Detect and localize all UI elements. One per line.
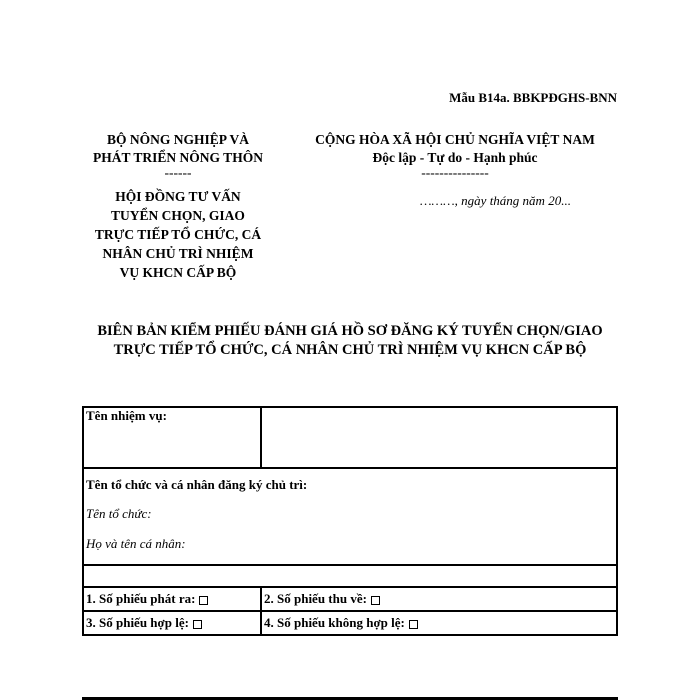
document-title-line1: BIÊN BẢN KIỂM PHIẾU ĐÁNH GIÁ HỒ SƠ ĐĂNG KÝ TUYỂN CHỌN/GIAO <box>97 323 603 339</box>
ministry-name-line2: PHÁT TRIỂN NÔNG THÔN <box>93 150 263 165</box>
registrant-row <box>83 468 617 565</box>
ballots-valid-label: 3. Số phiếu hợp lệ: <box>86 615 189 630</box>
council-name-line: NHÂN CHỦ TRÌ NHIỆM <box>102 246 254 261</box>
ballots-valid-checkbox[interactable] <box>193 620 202 629</box>
nation-name: CỘNG HÒA XÃ HỘI CHỦ NGHĨA VIỆT NAM <box>315 132 595 147</box>
ballots-invalid-label: 4. Số phiếu không hợp lệ: <box>264 615 405 630</box>
registrant-cell[interactable] <box>83 468 617 565</box>
ballots-invalid-cell <box>261 611 617 635</box>
form-code: Mẫu B14a. BBKPĐGHS-BNN <box>449 90 617 105</box>
ballots-row-2 <box>83 611 617 635</box>
ministry-header <box>80 131 276 282</box>
council-name <box>80 187 276 282</box>
ballots-issued-checkbox[interactable] <box>199 596 208 605</box>
ballots-row-1 <box>83 587 617 611</box>
ministry-divider: ------ <box>164 165 192 180</box>
ballots-received-checkbox[interactable] <box>371 596 380 605</box>
org-name-label: Tên tổ chức: <box>86 506 152 521</box>
ballots-received-label: 2. Số phiếu thu về: <box>264 591 367 606</box>
ballots-received-cell <box>261 587 617 611</box>
task-name-field[interactable] <box>261 407 617 468</box>
blank-cell[interactable] <box>83 565 617 587</box>
ballot-count-table <box>82 406 618 636</box>
task-name-label: Tên nhiệm vụ: <box>83 407 261 468</box>
national-header <box>282 131 628 181</box>
council-name-line: VỤ KHCN CẤP BỘ <box>119 265 237 280</box>
document-title-line2: TRỰC TIẾP TỔ CHỨC, CÁ NHÂN CHỦ TRÌ NHIỆM VỤ KHCN CẤP BỘ <box>113 342 587 358</box>
date-line: ………, ngày tháng năm 20... <box>420 193 571 208</box>
national-motto: Độc lập - Tự do - Hạnh phúc <box>372 150 538 165</box>
document-title <box>70 322 630 360</box>
ballots-issued-cell <box>83 587 261 611</box>
ballots-valid-cell <box>83 611 261 635</box>
person-name-label: Họ và tên cá nhân: <box>86 536 186 551</box>
council-name-line: HỘI ĐỒNG TƯ VẤN <box>115 189 241 204</box>
registrant-label: Tên tổ chức và cá nhân đăng ký chủ trì: <box>86 477 308 492</box>
ballots-invalid-checkbox[interactable] <box>409 620 418 629</box>
ballots-issued-label: 1. Số phiếu phát ra: <box>86 591 196 606</box>
council-name-line: TUYỂN CHỌN, GIAO <box>111 208 245 223</box>
ministry-name-line1: BỘ NÔNG NGHIỆP VÀ <box>107 132 249 147</box>
task-name-row <box>83 407 617 468</box>
council-name-line: TRỰC TIẾP TỔ CHỨC, CÁ <box>94 227 262 242</box>
blank-row <box>83 565 617 587</box>
national-divider: --------------- <box>421 165 489 180</box>
